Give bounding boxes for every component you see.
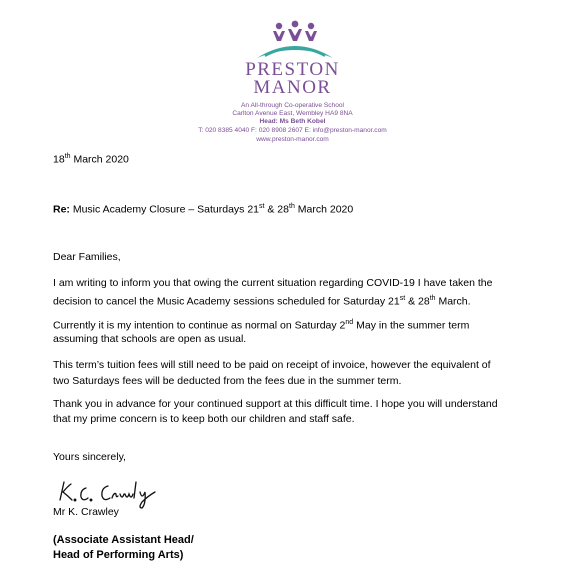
school-address: Carlton Avenue East, Wembley HA9 8NA — [232, 110, 353, 117]
school-logo-icon — [255, 20, 335, 62]
letterhead — [0, 0, 585, 150]
sign-off: Yours sincerely, — [53, 451, 126, 463]
paragraph-4-line-2: that my prime concern is to keep both our children and staff safe. — [53, 413, 355, 425]
school-name-line1: PRESTON — [245, 59, 340, 80]
school-name-line2: MANOR — [253, 77, 332, 98]
paragraph-1-line-1: I am writing to inform you that owing the current situation regarding COVID-19 I have taken the — [53, 277, 493, 289]
paragraph-2-line-2: assuming that schools are open as usual. — [53, 333, 247, 345]
school-head: Head: Ms Beth Kobel — [259, 118, 326, 125]
school-tagline: An All-through Co-operative School — [241, 102, 344, 109]
paragraph-3-line-1: This term’s tuition fees will still need to be paid on receipt of invoice, however the equivalent of — [53, 359, 491, 371]
signatory-role-line-1: (Associate Assistant Head/ — [53, 534, 194, 546]
signatory-role-line-2: Head of Performing Arts) — [53, 549, 184, 561]
letter-date: 18th March 2020 — [53, 153, 129, 166]
school-contacts: T: 020 8385 4040 F: 020 8908 2607 E: info@preston-manor.com — [198, 127, 387, 134]
paragraph-3-line-2: two Saturdays fees will be deducted from the fees due in the summer term. — [53, 375, 402, 387]
paragraph-2-line-1: Currently it is my intention to continue as normal on Saturday 2nd May in the summer term — [53, 319, 470, 332]
signatory-name: Mr K. Crawley — [53, 506, 119, 518]
paragraph-1-line-2: decision to cancel the Music Academy sessions scheduled for Saturday 21st & 28th March. — [53, 295, 471, 308]
letter-salutation: Dear Families, — [53, 251, 121, 263]
school-website: www.preston-manor.com — [256, 136, 329, 143]
letter-subject: Re: Music Academy Closure – Saturdays 21st & 28th March 2020 — [53, 203, 354, 216]
paragraph-4-line-1: Thank you in advance for your continued support at this difficult time. I hope you will understand — [53, 398, 498, 410]
